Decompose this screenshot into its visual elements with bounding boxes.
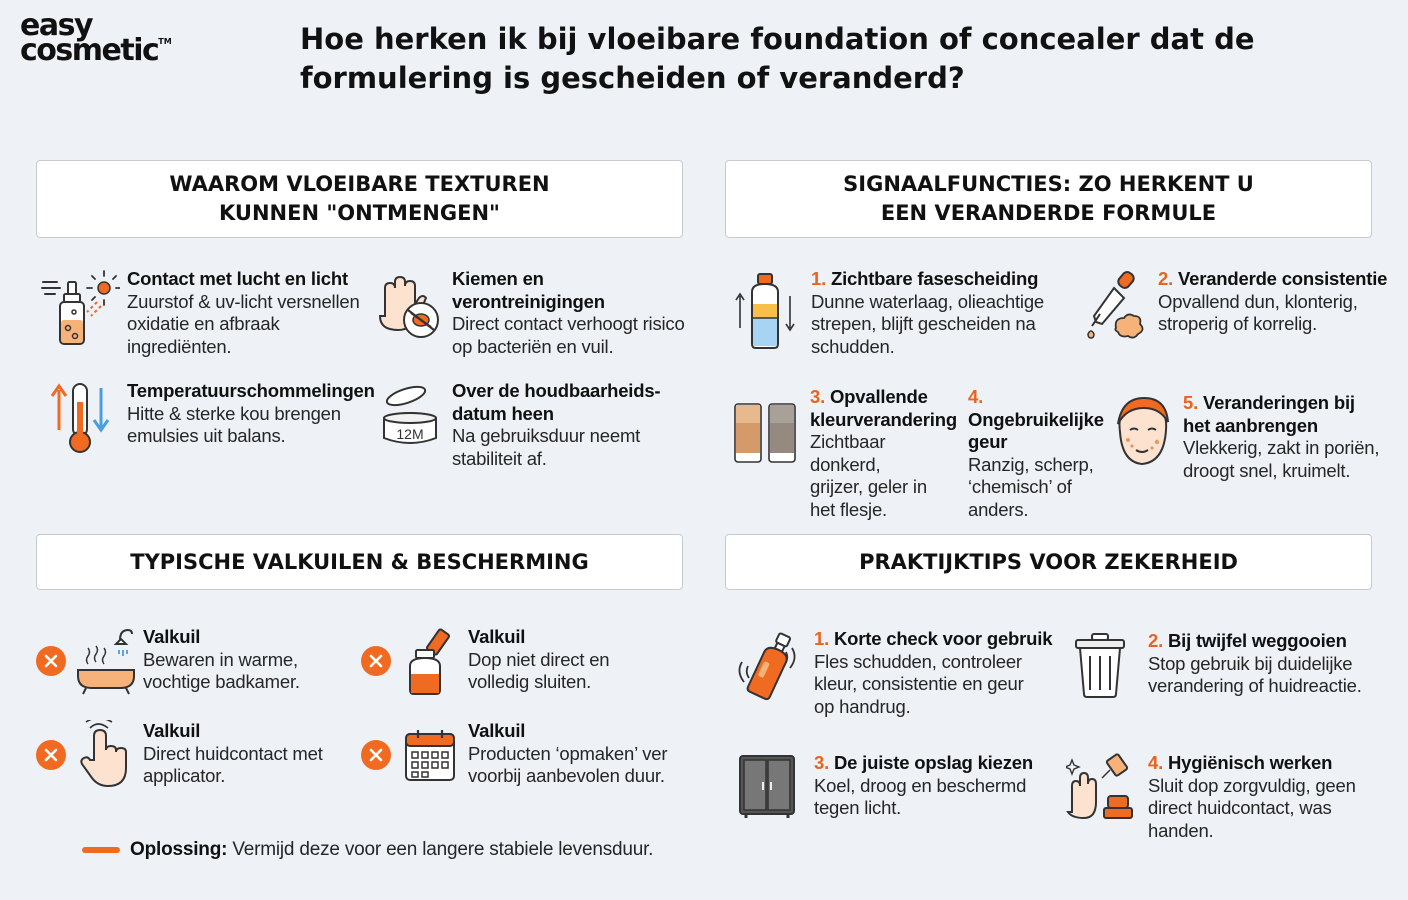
section-header-tips: PRAKTIJKTIPS VOOR ZEKERHEID — [725, 534, 1372, 590]
warning-x-icon — [36, 740, 66, 770]
brand-line2: cosmetic™ — [20, 32, 172, 68]
warning-x-icon — [361, 646, 391, 676]
section-header-signals: SIGNAALFUNCTIES: ZO HERKENT U EEN VERANDERDE FORMULE — [725, 160, 1372, 238]
open-bottle-cap-icon — [402, 626, 462, 696]
thermometer-icon — [46, 380, 114, 456]
touch-finger-icon — [80, 720, 136, 790]
solution-bar — [82, 847, 120, 853]
jar-period-label: 12M — [396, 426, 424, 442]
shake-bottle-icon — [736, 628, 800, 702]
bathtub-icon — [76, 626, 136, 696]
page-title: Hoe herken ik bij vloeibare foundation of concealer dat de formulering is gescheiden of veranderd? — [300, 22, 1255, 95]
air-light-bottle-icon — [40, 268, 120, 348]
face-blemish-icon — [1112, 392, 1174, 472]
warning-x-icon — [36, 646, 66, 676]
open-jar-icon — [380, 380, 440, 450]
dropper-clump-icon — [1078, 268, 1148, 348]
color-swatch-icon — [733, 386, 803, 470]
calendar-icon — [402, 726, 458, 786]
hand-bacteria-icon — [375, 268, 445, 348]
brand-line1: easy — [20, 8, 93, 43]
hands-clean-icon — [1066, 752, 1136, 824]
why-item-title: Contact met lucht en licht — [127, 268, 348, 289]
section-header-pitfalls: TYPISCHE VALKUILEN & BESCHERMING — [36, 534, 683, 590]
warning-x-icon — [361, 740, 391, 770]
brand-logo — [20, 8, 172, 68]
section-header-why: WAAROM VLOEIBARE TEXTUREN KUNNEN "ONTMENGEN" — [36, 160, 683, 238]
separated-bottle-icon — [734, 268, 800, 352]
cabinet-icon — [736, 752, 798, 822]
solution-note: Oplossing: Vermijd deze voor een langere stabiele levensduur. — [82, 838, 653, 862]
trash-bin-icon — [1072, 630, 1128, 700]
trademark: TM — [158, 36, 172, 46]
